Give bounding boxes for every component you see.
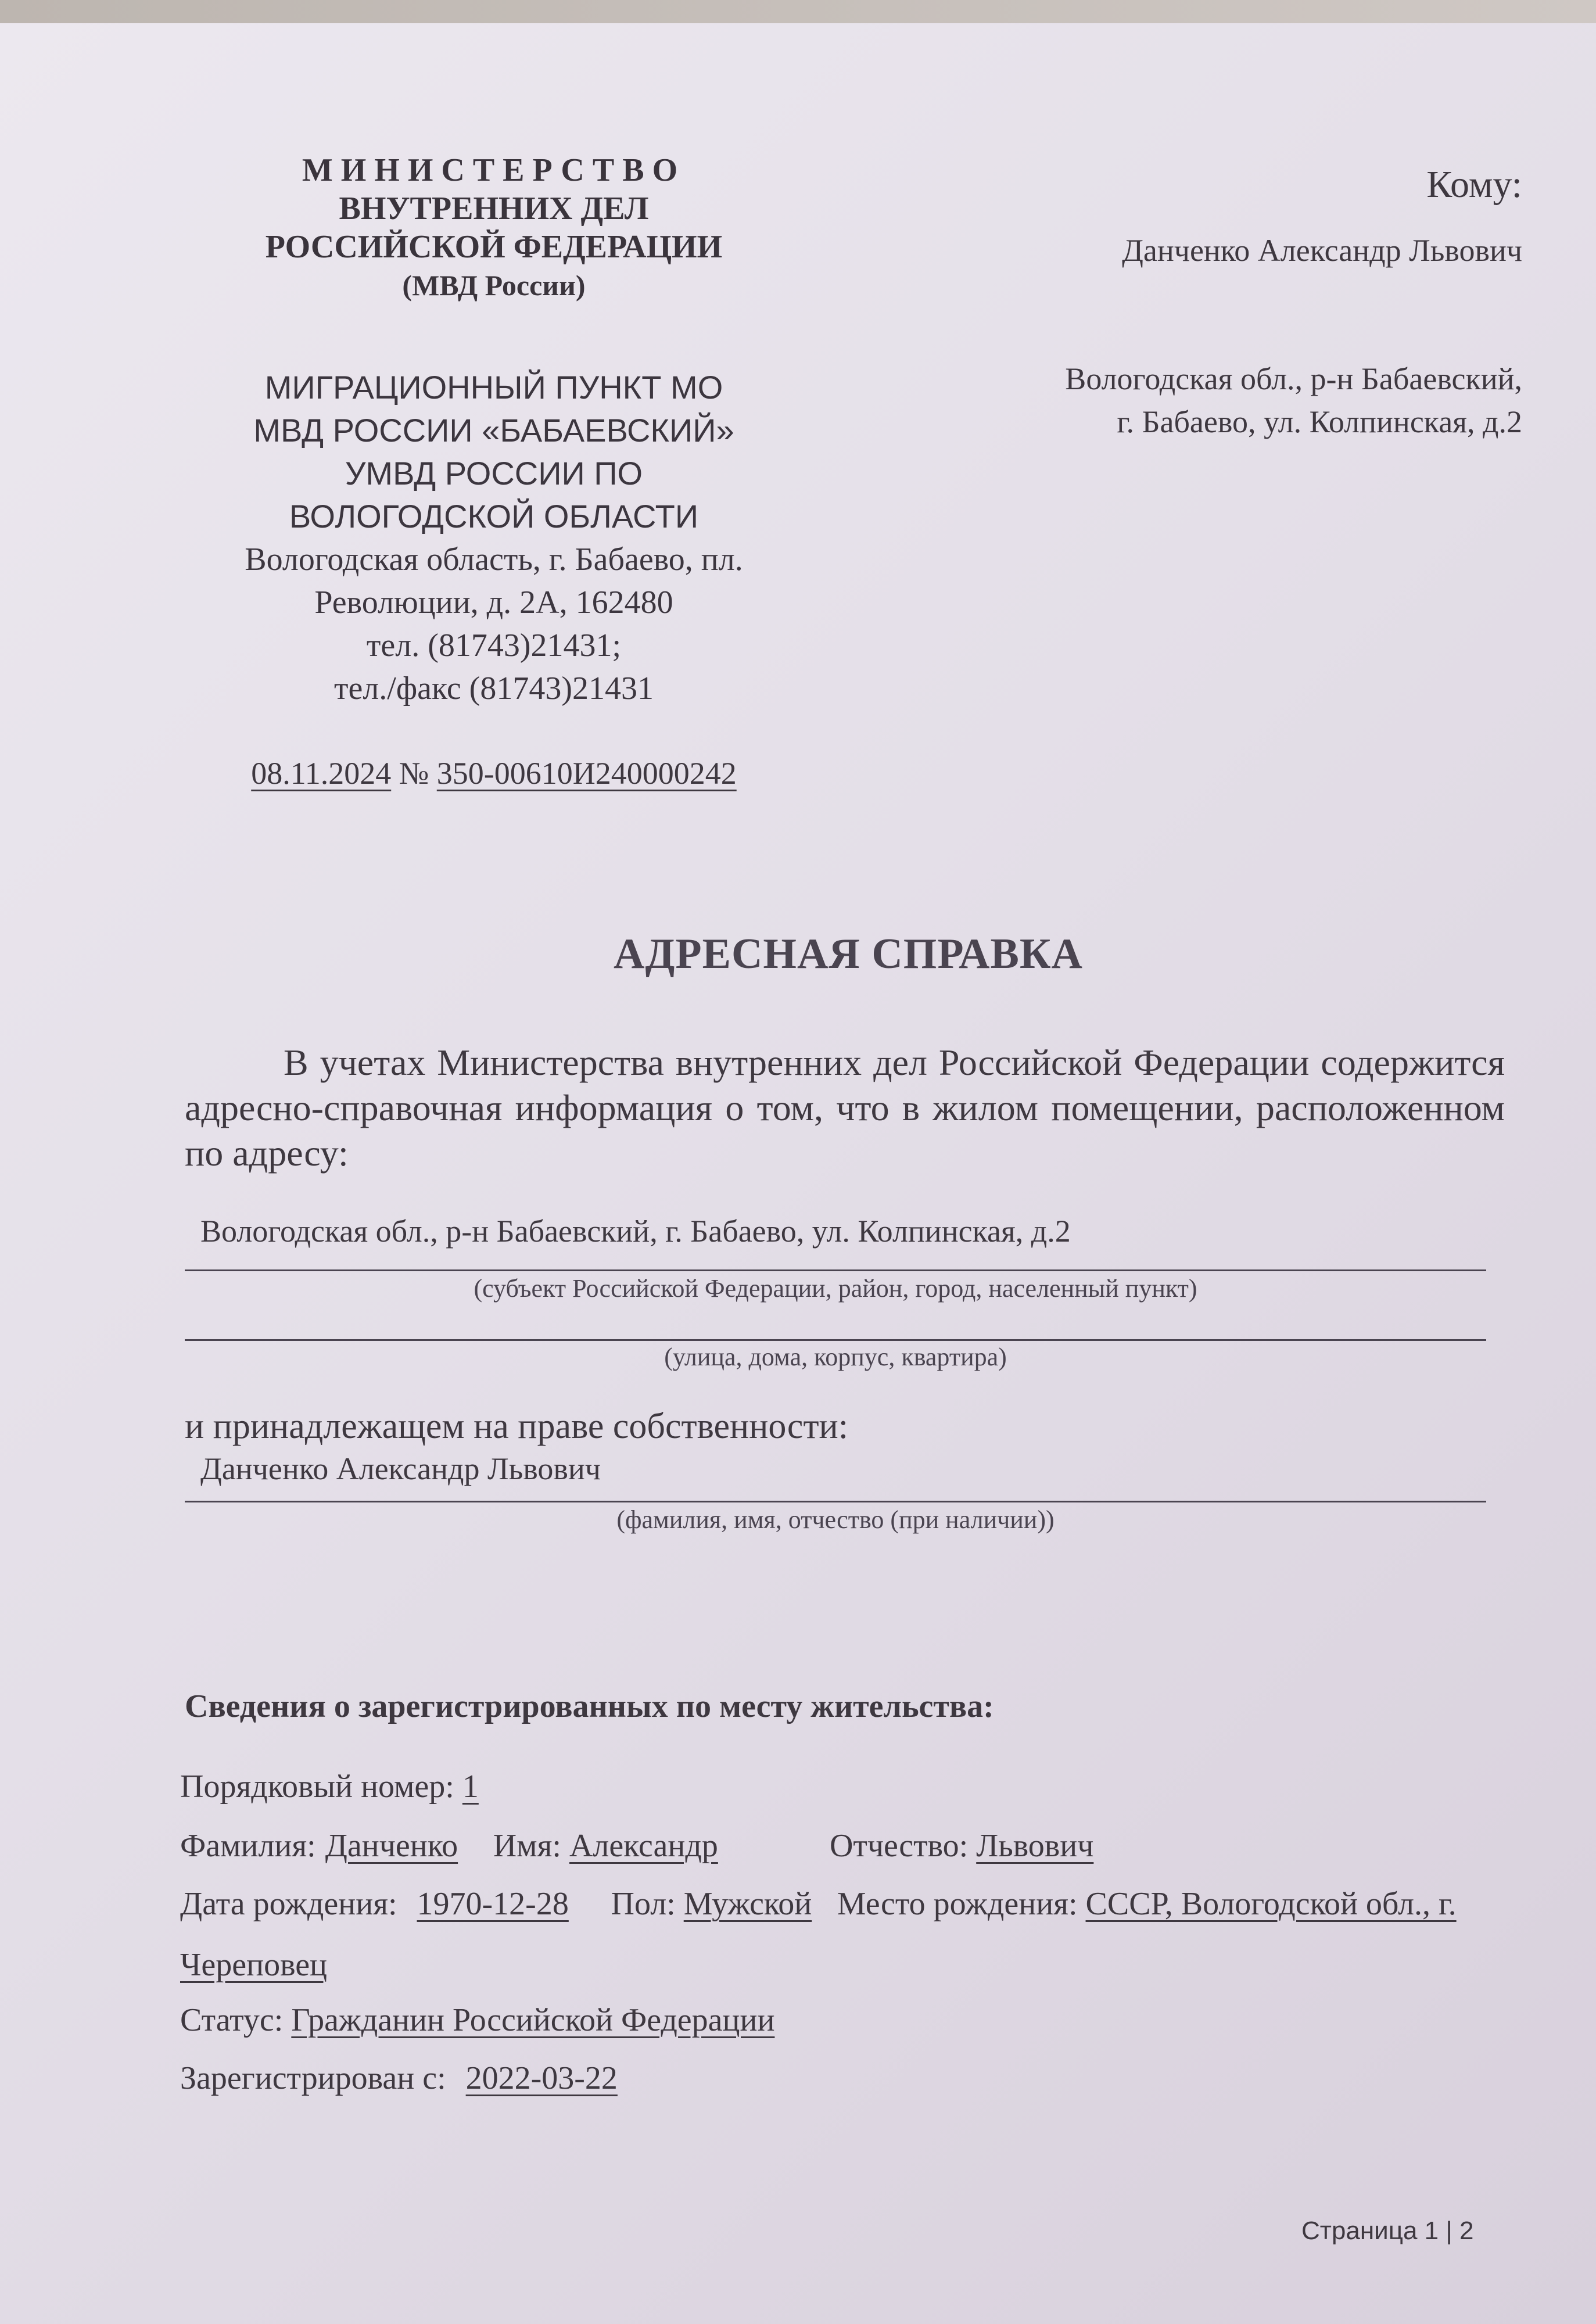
issuing-unit	[174, 366, 813, 710]
registered-heading: Сведения о зарегистрированных по месту жительства:	[185, 1688, 994, 1724]
page-label: Страница	[1301, 2217, 1418, 2245]
address-caption: (субъект Российской Федерации, район, город, населенный пункт)	[474, 1274, 1197, 1303]
page-total: 2	[1459, 2217, 1474, 2245]
unit-address-2: Революции, д. 2А, 162480	[314, 584, 673, 621]
sex-value: Мужской	[683, 1886, 812, 1922]
unit-fax: тел./факс (81743)21431	[334, 670, 654, 706]
unit-phone: тел. (81743)21431;	[366, 627, 622, 664]
owner-underline	[185, 1501, 1486, 1502]
seq-label: Порядковый номер:	[180, 1769, 454, 1805]
first-name-label: Имя:	[493, 1828, 561, 1864]
surname-value: Данченко	[325, 1828, 458, 1864]
first-name-value: Александр	[569, 1828, 718, 1864]
name-row	[180, 1827, 1365, 1864]
page-current: 1	[1424, 2217, 1439, 2245]
registered-since-value: 2022-03-22	[465, 2060, 618, 2096]
recipient-label: Кому:	[1426, 163, 1522, 206]
ministry-line-3: РОССИЙСКОЙ ФЕДЕРАЦИИ	[265, 229, 723, 265]
ministry-line-1: МИНИСТЕРСТВО	[302, 152, 686, 188]
document-date: 08.11.2024	[251, 756, 392, 791]
birth-row	[180, 1885, 1457, 1923]
ministry-abbr: (МВД России)	[402, 269, 586, 302]
ministry-line-2: ВНУТРЕННИХ ДЕЛ	[339, 191, 649, 227]
registered-since-label: Зарегистрирован с:	[180, 2060, 446, 2096]
owner-name: Данченко Александр Львович	[200, 1451, 601, 1486]
street-caption: (улица, дома, корпус, квартира)	[664, 1343, 1007, 1371]
background-strip	[0, 0, 1596, 23]
status-label: Статус:	[180, 2002, 284, 2038]
recipient-address-line-2: г. Бабаево, ул. Колпинская, д.2	[1117, 404, 1522, 439]
page-number	[1301, 2217, 1474, 2246]
dob-label: Дата рождения:	[180, 1886, 397, 1922]
owner-caption: (фамилия, имя, отчество (при наличии))	[616, 1505, 1055, 1534]
status-value: Гражданин Российской Федерации	[291, 2002, 775, 2038]
sex-label: Пол:	[611, 1886, 676, 1922]
ownership-label: и принадлежащем на праве собственности:	[185, 1407, 848, 1446]
recipient-name: Данченко Александр Львович	[1122, 233, 1522, 268]
registered-since-row	[180, 2060, 640, 2097]
birthplace-value-continued: Череповец	[180, 1947, 328, 1983]
address-underline	[185, 1269, 1486, 1271]
unit-line-4: ВОЛОГОДСКОЙ ОБЛАСТИ	[289, 498, 699, 535]
unit-line-2: МВД РОССИИ «БАБАЕВСКИЙ»	[253, 412, 734, 449]
document-title: АДРЕСНАЯ СПРАВКА	[614, 930, 1083, 978]
birthplace-continuation-row	[180, 1946, 327, 1984]
street-underline	[185, 1339, 1486, 1341]
document-number: 350-00610И240000242	[436, 756, 737, 791]
seq-number-row	[180, 1768, 823, 1805]
patronymic-label: Отчество:	[829, 1828, 969, 1864]
unit-line-1: МИГРАЦИОННЫЙ ПУНКТ МО	[264, 369, 723, 406]
patronymic-value: Львович	[976, 1828, 1094, 1864]
unit-address-1: Вологодская область, г. Бабаево, пл.	[245, 541, 743, 578]
unit-line-3: УМВД РОССИИ ПО	[345, 455, 643, 492]
page-separator: |	[1446, 2217, 1452, 2245]
number-sign: №	[399, 756, 429, 791]
recipient-address	[901, 357, 1522, 443]
birthplace-label: Место рождения:	[837, 1886, 1078, 1922]
surname-label: Фамилия:	[180, 1828, 316, 1864]
address-value: Вологодская обл., р-н Бабаевский, г. Бабаево, ул. Колпинская, д.2	[200, 1214, 1071, 1249]
ministry-header	[174, 151, 813, 304]
status-row	[180, 2002, 982, 2039]
intro-text: В учетах Министерства внутренних дел Российской Федерации содержится адресно-справочная информация о том, что в жилом помещении, расположенном по адресу:	[185, 1042, 1505, 1174]
birthplace-value: СССР, Вологодской обл., г.	[1085, 1886, 1457, 1922]
dob-value: 1970-12-28	[417, 1886, 569, 1922]
intro-paragraph	[185, 1040, 1505, 1176]
seq-value: 1	[462, 1769, 479, 1805]
recipient-address-line-1: Вологодская обл., р-н Бабаевский,	[1065, 361, 1522, 396]
document-date-number	[174, 755, 813, 791]
